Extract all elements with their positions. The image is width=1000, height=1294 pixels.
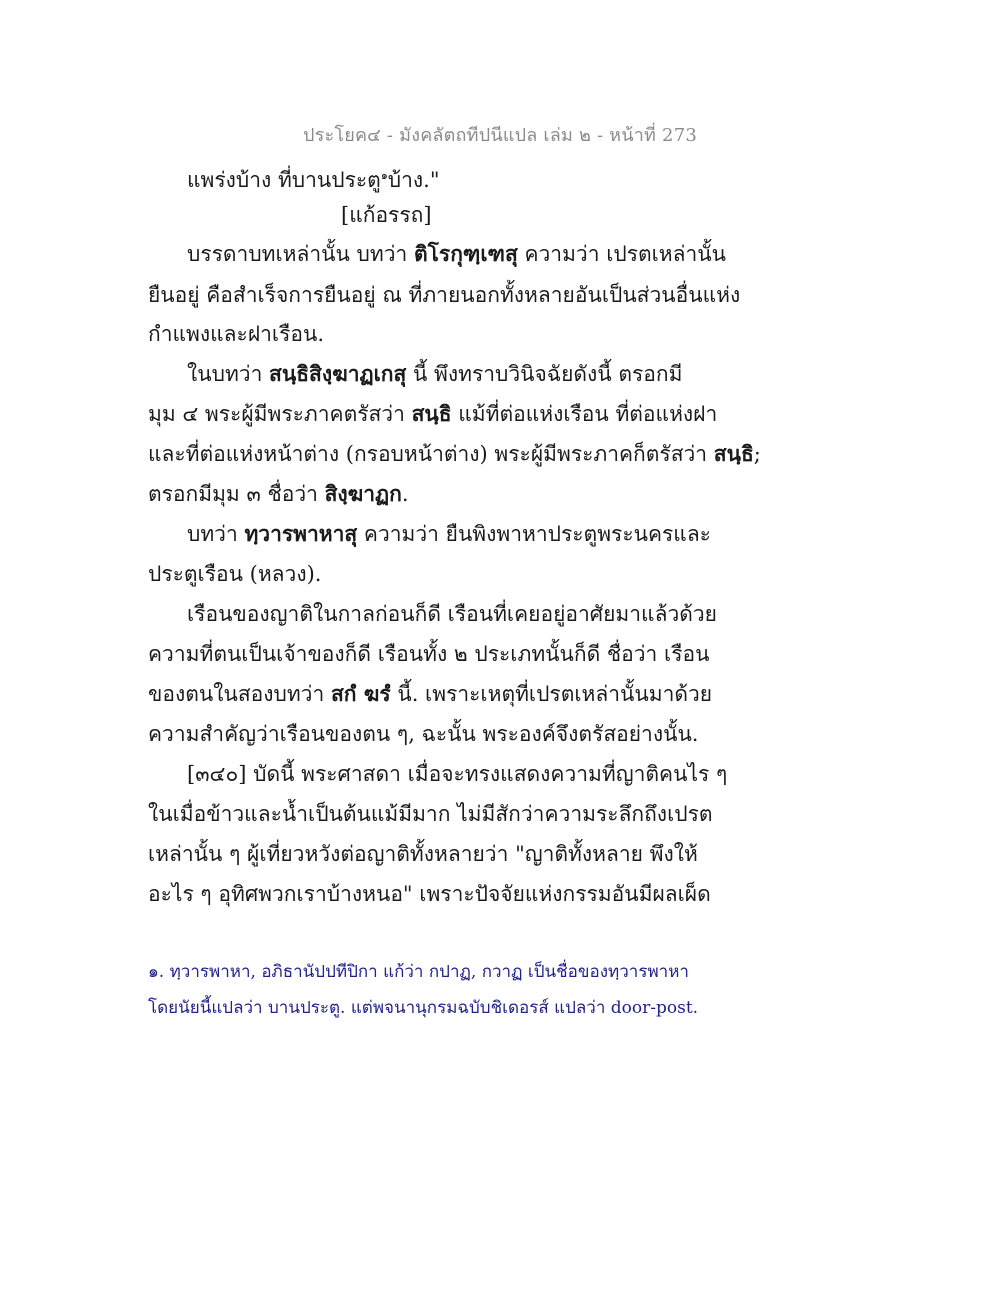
pali-term: สนฺธิสิงฺฆาฏเกสุ xyxy=(269,361,407,386)
section-heading: [แก้อรรถ] xyxy=(341,203,432,227)
text-span: บทว่า xyxy=(187,522,245,546)
text-line: ความที่ตนเป็นเจ้าของก็ดี เรือนทั้ง ๒ ประเภทนั้นก็ดี ชื่อว่า เรือน xyxy=(148,642,710,666)
text-line xyxy=(187,238,726,270)
text-line xyxy=(187,518,711,550)
text-span: บรรดาบทเหล่านั้น บทว่า xyxy=(187,242,414,266)
footnote: โดยนัยนี้แปลว่า บานประตู. แต่พจนานุกรมฉบับชิเดอรส์ แปลว่า door-post. xyxy=(148,998,699,1018)
running-header: ประโยค๔ - มังคลัตถทีปนีแปล เล่ม ๒ - หน้าที่ 273 xyxy=(302,125,698,146)
text-line: เรือนของญาติในกาลก่อนก็ดี เรือนที่เคยอยู่อาศัยมาแล้วด้วย xyxy=(187,602,717,626)
text-line: เหล่านั้น ๆ ผู้เที่ยวหวังต่อญาติทั้งหลายว่า "ญาติทั้งหลาย พึงให้ xyxy=(148,842,698,866)
text-span: ในบทว่า xyxy=(187,362,270,386)
text-line: ประตูเรือน (หลวง). xyxy=(148,562,322,586)
text-span: มุม ๔ พระผู้มีพระภาคตรัสว่า xyxy=(148,402,412,426)
text-span: นี้ พึงทราบวินิจฉัยดังนี้ ตรอกมี xyxy=(406,362,683,386)
text-line xyxy=(187,358,682,390)
pali-term: สนฺธิ xyxy=(713,441,754,466)
text-line: ในเมื่อข้าวและน้ำเป็นต้นแม้มีมาก ไม่มีสักว่าความระลึกถึงเปรต xyxy=(148,802,713,826)
text-span: ; xyxy=(753,442,761,466)
text-line xyxy=(187,160,440,192)
pali-term: สิงฺฆาฏก xyxy=(324,481,402,506)
pali-term: สนฺธิ xyxy=(411,401,452,426)
text-line: อะไร ๆ อุทิศพวกเราบ้างหนอ" เพราะปัจจัยแห่งกรรมอันมีผลเผ็ด xyxy=(148,882,711,906)
text-span: แม้ที่ต่อแห่งเรือน ที่ต่อแห่งฝา xyxy=(451,402,718,426)
text-span: ของตนในสองบทว่า xyxy=(148,682,331,706)
text-span: นี้. เพราะเหตุที่เปรตเหล่านั้นมาด้วย xyxy=(390,682,713,706)
text-span: ความว่า ยืนพิงพาหาประตูพระนครและ xyxy=(357,522,711,546)
text-span: และที่ต่อแห่งหน้าต่าง (กรอบหน้าต่าง) พระผู้มีพระภาคก็ตรัสว่า xyxy=(148,442,714,466)
text-line: ยืนอยู่ คือสำเร็จการยืนอยู่ ณ ที่ภายนอกทั้งหลายอันเป็นส่วนอื่นแห่ง xyxy=(148,283,741,307)
text-span: บ้าง." xyxy=(387,168,440,192)
text-line xyxy=(148,438,761,470)
text-line xyxy=(148,398,717,430)
text-span: . xyxy=(401,482,409,506)
text-line xyxy=(148,678,712,710)
pali-term: ทฺวารพาหาสุ xyxy=(244,521,358,546)
text-line xyxy=(148,478,409,510)
text-line: กำแพงและฝาเรือน. xyxy=(148,322,325,346)
footnote: ๑. ทฺวารพาหา, อภิธานัปปทีปิกา แก้ว่า กปาฏ, กวาฏ เป็นชื่อของทฺวารพาหา xyxy=(148,962,689,982)
text-line: [๓๔๐] บัดนี้ พระศาสดา เมื่อจะทรงแสดงความที่ญาติคนไร ๆ xyxy=(187,762,728,786)
pali-term: ติโรกุฑฺเฑสุ xyxy=(414,241,518,266)
text-span: แพร่งบ้าง ที่บานประตู xyxy=(187,168,381,192)
text-span: ตรอกมีมุม ๓ ชื่อว่า xyxy=(148,482,325,506)
pali-term: สกํ ฆรํ xyxy=(330,681,391,706)
text-line: ความสำคัญว่าเรือนของตน ๆ, ฉะนั้น พระองค์จึงตรัสอย่างนั้น. xyxy=(148,722,699,746)
text-span: ความว่า เปรตเหล่านั้น xyxy=(517,242,727,266)
footnote-marker: ๑ xyxy=(380,169,388,182)
